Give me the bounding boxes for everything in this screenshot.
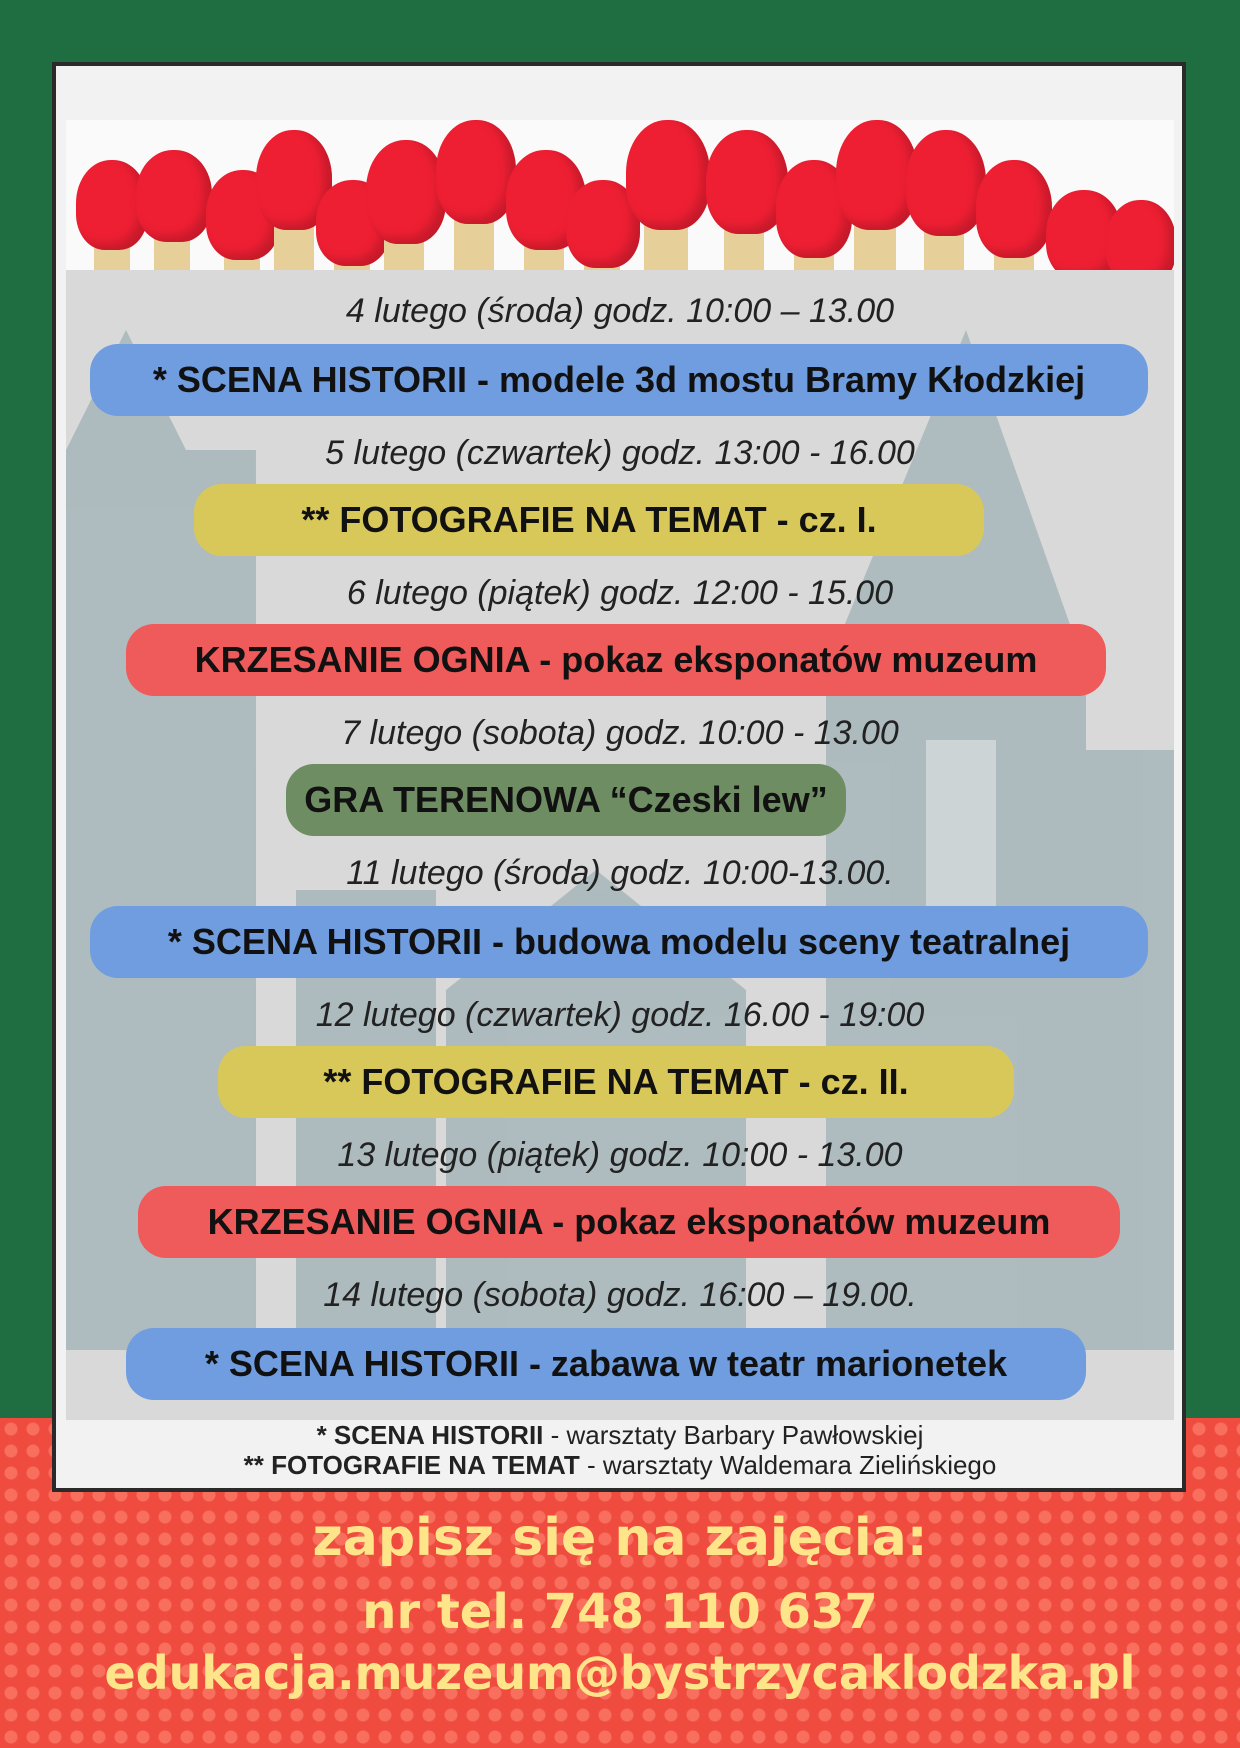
event-stripe: ** FOTOGRAFIE NA TEMAT - cz. II. (218, 1046, 1014, 1118)
email-address: edukacja.muzeum@bystrzycaklodzka.pl (104, 1646, 1136, 1700)
footnote-2-text: - warsztaty Waldemara Zielińskiego (579, 1450, 997, 1480)
date-line: 7 lutego (sobota) godz. 10:00 - 13.00 (341, 714, 899, 752)
date-line: 5 lutego (czwartek) godz. 13:00 - 16.00 (325, 434, 915, 472)
event-stripe: KRZESANIE OGNIA - pokaz eksponatów muzeum (138, 1186, 1120, 1258)
phone-number: nr tel. 748 110 637 (362, 1584, 878, 1640)
event-stripe: GRA TERENOWA “Czeski lew” (286, 764, 846, 836)
matches-illustration (66, 120, 1174, 270)
event-stripe: ** FOTOGRAFIE NA TEMAT - cz. I. (194, 484, 984, 556)
date-line: 12 lutego (czwartek) godz. 16.00 - 19:00 (315, 996, 925, 1034)
event-stripe: * SCENA HISTORII - zabawa w teatr marionetek (126, 1328, 1086, 1400)
footnote-1-title: * SCENA HISTORII (316, 1420, 544, 1450)
footnotes (66, 1420, 1174, 1480)
footnote-2-title: ** FOTOGRAFIE NA TEMAT (243, 1450, 580, 1480)
event-stripe: KRZESANIE OGNIA - pokaz eksponatów muzeum (126, 624, 1106, 696)
event-stripe: * SCENA HISTORII - modele 3d mostu Bramy Kłodzkiej (90, 344, 1148, 416)
signup-heading: zapisz się na zajęcia: (312, 1508, 928, 1568)
date-line: 13 lutego (piątek) godz. 10:00 - 13.00 (337, 1136, 903, 1174)
event-stripe: * SCENA HISTORII - budowa modelu sceny teatralnej (90, 906, 1148, 978)
date-line: 14 lutego (sobota) godz. 16:00 – 19.00. (323, 1276, 917, 1314)
schedule-list (66, 270, 1174, 1480)
date-line: 6 lutego (piątek) godz. 12:00 - 15.00 (346, 574, 894, 612)
date-line: 11 lutego (środa) godz. 10:00-13.00. (346, 854, 894, 892)
footnote-1-text: - warsztaty Barbary Pawłowskiej (543, 1420, 924, 1450)
date-line: 4 lutego (środa) godz. 10:00 – 13.00 (345, 292, 895, 330)
